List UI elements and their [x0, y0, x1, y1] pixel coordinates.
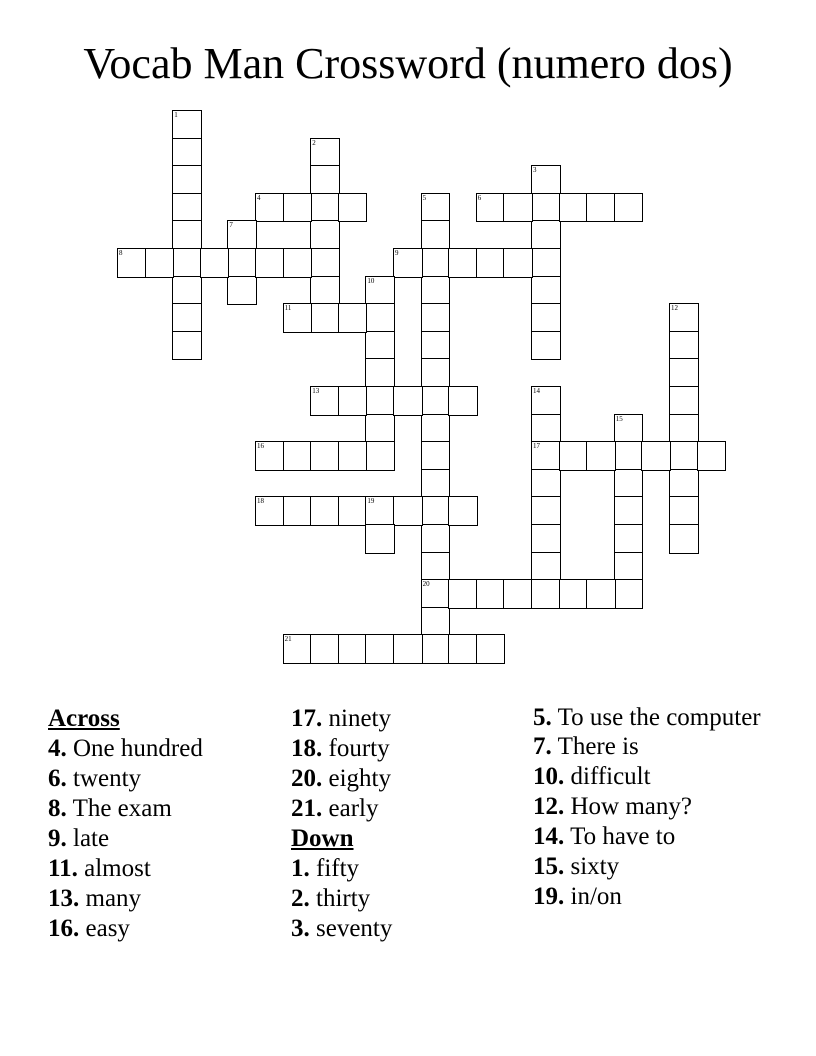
grid-cell[interactable]: [669, 386, 699, 416]
grid-cell[interactable]: [283, 634, 313, 664]
grid-cell[interactable]: [669, 496, 699, 526]
grid-cell[interactable]: [531, 441, 561, 471]
grid-cell[interactable]: [421, 579, 451, 609]
cell-number: 10: [367, 276, 375, 285]
grid-cell[interactable]: [338, 496, 368, 526]
clue-across-17: 17. ninety: [291, 705, 391, 732]
grid-cell[interactable]: [421, 469, 451, 499]
grid-cell[interactable]: [172, 331, 202, 361]
grid-cell[interactable]: [255, 248, 285, 278]
grid-cell[interactable]: [614, 469, 644, 499]
grid-cell[interactable]: [531, 165, 561, 195]
grid-cell[interactable]: [310, 165, 340, 195]
grid-cell[interactable]: [421, 276, 451, 306]
grid-cell[interactable]: [669, 358, 699, 388]
clues-column-3: [533, 704, 773, 912]
clue-across-18: 18. fourty: [291, 735, 390, 762]
grid-cell[interactable]: [365, 303, 395, 333]
grid-cell[interactable]: [531, 524, 561, 554]
grid-cell[interactable]: [421, 607, 451, 637]
cell-number: 19: [367, 497, 375, 506]
grid-cell[interactable]: [365, 524, 395, 554]
cell-number: 21: [284, 635, 292, 644]
cell-number: 9: [395, 249, 399, 257]
grid-cell[interactable]: [172, 138, 202, 168]
grid-cell[interactable]: [283, 303, 313, 333]
grid-cell[interactable]: [421, 193, 451, 223]
grid-cell[interactable]: [421, 386, 451, 416]
grid-cell[interactable]: [421, 331, 451, 361]
cell-number: 14: [533, 387, 540, 395]
grid-cell[interactable]: [669, 303, 699, 333]
grid-cell[interactable]: [448, 634, 478, 664]
clue-across-11: 11. almost: [48, 855, 151, 882]
clue-across-6: 6. twenty: [48, 765, 142, 792]
grid-cell[interactable]: [172, 193, 202, 223]
cell-number: 16: [257, 442, 264, 451]
grid-cell[interactable]: [669, 414, 699, 444]
clue-across-9: 9. late: [48, 825, 110, 852]
grid-cell[interactable]: [421, 552, 451, 582]
grid-cell[interactable]: [614, 414, 644, 444]
clue-down-2: 2. thirty: [291, 885, 371, 912]
cell-number: 20: [422, 580, 430, 589]
cell-number: 4: [257, 193, 261, 202]
grid-cell[interactable]: [421, 358, 451, 388]
grid-cell[interactable]: [227, 220, 257, 250]
grid-cell[interactable]: [531, 386, 561, 416]
grid-cell[interactable]: [421, 303, 451, 333]
grid-cell[interactable]: [172, 110, 202, 140]
grid-cell[interactable]: [172, 303, 202, 333]
clue-across-20: 20. eighty: [291, 765, 391, 792]
grid-cell[interactable]: [641, 441, 671, 471]
grid-cell[interactable]: [531, 303, 561, 333]
grid-cell[interactable]: [310, 634, 340, 664]
grid-cell[interactable]: [669, 524, 699, 554]
grid-cell[interactable]: [365, 634, 395, 664]
grid-cell[interactable]: [338, 303, 368, 333]
grid-cell[interactable]: [365, 414, 395, 444]
grid-cell[interactable]: [145, 248, 175, 278]
grid-cell[interactable]: [200, 248, 230, 278]
cell-number: 11: [284, 304, 292, 313]
grid-cell[interactable]: [559, 441, 589, 471]
grid-cell[interactable]: [476, 193, 506, 223]
grid-cell[interactable]: [172, 276, 202, 306]
clue-down-1: 1. fifty: [291, 855, 360, 882]
grid-cell[interactable]: [338, 386, 368, 416]
grid-cell[interactable]: [476, 579, 506, 609]
grid-cell[interactable]: [338, 634, 368, 664]
grid-cell[interactable]: [669, 331, 699, 361]
grid-cell[interactable]: [365, 496, 395, 526]
across-heading: Across: [48, 705, 120, 732]
grid-cell[interactable]: [421, 220, 451, 250]
grid-cell[interactable]: [586, 579, 616, 609]
clue-down-3: 3. seventy: [291, 915, 393, 942]
page-title: Vocab Man Crossword (numero dos): [83, 39, 733, 88]
grid-cell[interactable]: [669, 469, 699, 499]
grid-cell[interactable]: [172, 165, 202, 195]
grid-cell[interactable]: [559, 193, 589, 223]
grid-cell[interactable]: [365, 276, 395, 306]
grid-cell[interactable]: [531, 248, 561, 278]
grid-cell[interactable]: [172, 220, 202, 250]
grid-cell[interactable]: [283, 441, 313, 471]
grid-cell[interactable]: [476, 248, 506, 278]
grid-cell[interactable]: [310, 276, 340, 306]
grid-cell[interactable]: [531, 193, 561, 223]
grid-cell[interactable]: [669, 441, 699, 471]
grid-cell[interactable]: [338, 193, 368, 223]
clue-across-4: 4. One hundred: [48, 735, 203, 762]
grid-cell[interactable]: [421, 441, 451, 471]
grid-cell[interactable]: [531, 276, 561, 306]
grid-cell[interactable]: [310, 248, 340, 278]
cell-number: 18: [257, 497, 264, 506]
cell-number: 5: [422, 193, 427, 202]
down-heading: Down: [291, 825, 354, 852]
grid-cell[interactable]: [614, 441, 644, 471]
grid-cell[interactable]: [448, 579, 478, 609]
clue-across-8: 8. The exam: [48, 795, 172, 822]
grid-cell[interactable]: [310, 441, 340, 471]
grid-cell[interactable]: [614, 193, 644, 223]
clue-down-7: 7. There is: [533, 733, 639, 760]
grid-cell[interactable]: [421, 634, 451, 664]
grid-cell[interactable]: [393, 386, 423, 416]
grid-cell[interactable]: [531, 469, 561, 499]
grid-cell[interactable]: [227, 276, 257, 306]
cell-number: 12: [671, 304, 678, 313]
cell-number: 8: [119, 249, 123, 257]
grid-cell[interactable]: [310, 193, 340, 223]
grid-cell[interactable]: [117, 248, 147, 278]
grid-cell[interactable]: [421, 248, 451, 278]
cell-number: 17: [533, 442, 540, 451]
grid-cell[interactable]: [614, 496, 644, 526]
cell-number: 1: [174, 111, 178, 119]
grid-cell[interactable]: [476, 634, 506, 664]
cell-number: 3: [533, 166, 537, 175]
clue-across-21: 21. early: [291, 795, 379, 822]
grid-cell[interactable]: [559, 579, 589, 609]
grid-cell[interactable]: [503, 248, 533, 278]
clue-down-12: 12. How many?: [533, 793, 692, 820]
grid-cell[interactable]: [448, 248, 478, 278]
grid-cell[interactable]: [365, 386, 395, 416]
grid-cell[interactable]: [255, 193, 285, 223]
grid-cell[interactable]: [503, 579, 533, 609]
cell-number: 6: [477, 193, 482, 202]
clue-down-14: 14. To have to: [533, 823, 676, 850]
grid-cell[interactable]: [531, 331, 561, 361]
grid-cell[interactable]: [393, 248, 423, 278]
grid-cell[interactable]: [393, 634, 423, 664]
grid-cell[interactable]: [614, 579, 644, 609]
clue-down-5: 5. To use the computer: [533, 704, 761, 731]
grid-cell[interactable]: [421, 414, 451, 444]
grid-cell[interactable]: [421, 496, 451, 526]
grid-cell[interactable]: [310, 386, 340, 416]
grid-cell[interactable]: [614, 552, 644, 582]
grid-cell[interactable]: [697, 441, 727, 471]
grid-cell[interactable]: [586, 193, 616, 223]
grid-cell[interactable]: [283, 248, 313, 278]
clues-column-2: [291, 704, 521, 944]
grid-cell[interactable]: [586, 441, 616, 471]
grid-cell[interactable]: [614, 524, 644, 554]
grid-cell[interactable]: [531, 496, 561, 526]
grid-cell[interactable]: [310, 303, 340, 333]
grid-cell[interactable]: [338, 441, 368, 471]
grid-cell[interactable]: [365, 441, 395, 471]
grid-cell[interactable]: [448, 386, 478, 416]
grid-cell[interactable]: [255, 496, 285, 526]
clue-across-13: 13. many: [48, 885, 142, 912]
cell-number: 7: [229, 221, 233, 230]
clue-across-16: 16. easy: [48, 915, 130, 942]
grid-cell[interactable]: [393, 496, 423, 526]
grid-cell[interactable]: [421, 524, 451, 554]
clues-column-1: [48, 704, 278, 944]
cell-number: 2: [312, 138, 316, 147]
cell-number: 15: [615, 414, 623, 423]
grid-cell[interactable]: [531, 579, 561, 609]
grid-cell[interactable]: [310, 496, 340, 526]
grid-cell[interactable]: [365, 331, 395, 361]
grid-cell[interactable]: [531, 220, 561, 250]
grid-cell[interactable]: [255, 441, 285, 471]
grid-cell[interactable]: [365, 358, 395, 388]
grid-cell[interactable]: [227, 248, 257, 278]
clue-down-15: 15. sixty: [533, 853, 620, 880]
grid-cell[interactable]: [310, 138, 340, 168]
grid-cell[interactable]: [283, 496, 313, 526]
grid-cell[interactable]: [531, 414, 561, 444]
grid-cell[interactable]: [310, 220, 340, 250]
grid-cell[interactable]: [448, 496, 478, 526]
clue-down-19: 19. in/on: [533, 883, 622, 910]
grid-cell[interactable]: [172, 248, 202, 278]
clue-down-10: 10. difficult: [533, 763, 651, 790]
grid-cell[interactable]: [283, 193, 313, 223]
cell-number: 13: [312, 387, 320, 395]
grid-cell[interactable]: [531, 552, 561, 582]
grid-cell[interactable]: [503, 193, 533, 223]
